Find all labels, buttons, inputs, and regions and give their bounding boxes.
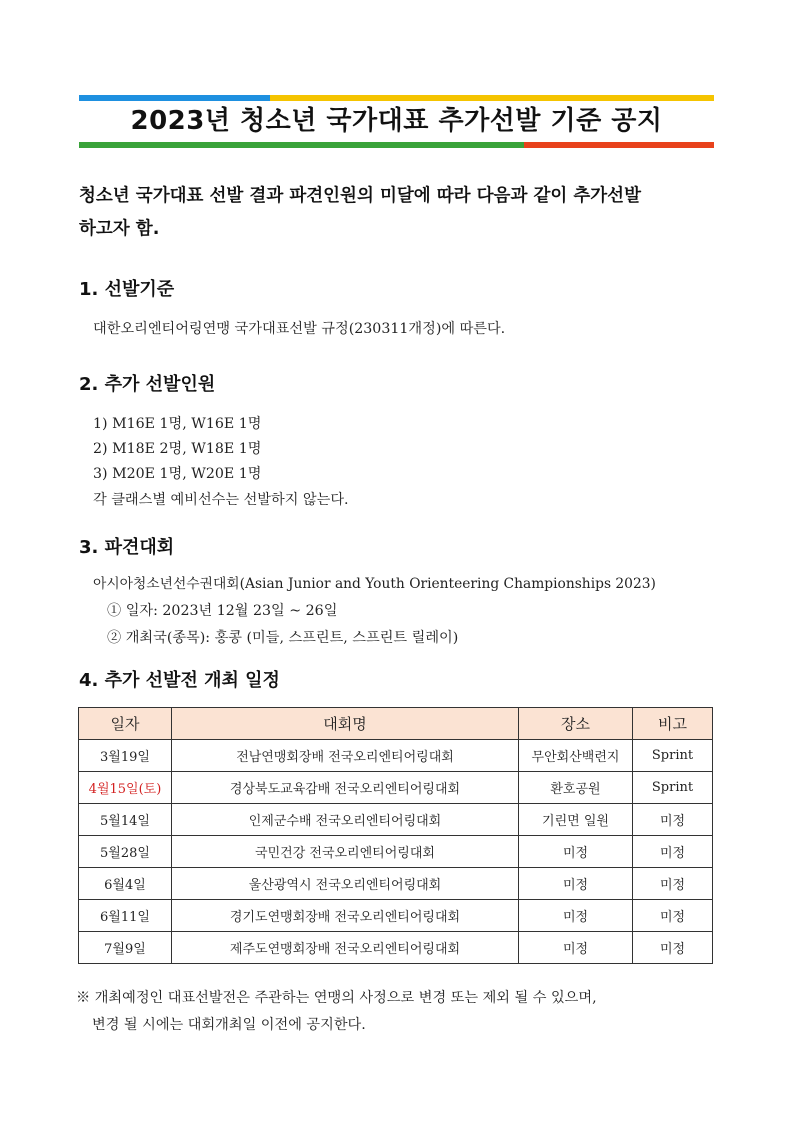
cell-remarks: 미정	[633, 804, 713, 836]
cell-venue: 무안회산백련지	[519, 740, 633, 772]
footnote	[76, 985, 721, 1039]
cell-date: 5월28일	[79, 836, 172, 868]
footnote-line-2: 변경 될 시에는 대회개최일 이전에 공지한다.	[92, 1017, 366, 1033]
cell-event: 국민건강 전국오리엔티어링대회	[172, 836, 519, 868]
cell-venue: 미정	[519, 932, 633, 964]
intro-line-1: 청소년 국가대표 선발 결과 파견인원의 미달에 따라 다음과 같이 추가선발	[79, 186, 641, 206]
dispatch-event-host: ② 개최국(종목): 홍콩 (미들, 스프린트, 스프린트 릴레이)	[107, 630, 459, 646]
footnote-line-1: ※ 개최예정인 대표선발전은 주관하는 연맹의 사정으로 변경 또는 제외 될 수 있으며,	[76, 990, 597, 1006]
cell-event: 경상북도교육감배 전국오리엔티어링대회	[172, 772, 519, 804]
section-heading-additional-quota: 2. 추가 선발인원	[79, 374, 216, 395]
cell-remarks: 미정	[633, 900, 713, 932]
cell-venue: 기린면 일원	[519, 804, 633, 836]
column-header-remarks: 비고	[633, 708, 713, 740]
cell-event: 제주도연맹회장배 전국오리엔티어링대회	[172, 932, 519, 964]
intro-paragraph	[79, 180, 719, 246]
cell-remarks: 미정	[633, 868, 713, 900]
quota-item: 1) M16E 1명, W16E 1명	[93, 416, 262, 432]
cell-event: 전남연맹회장배 전국오리엔티어링대회	[172, 740, 519, 772]
cell-event: 울산광역시 전국오리엔티어링대회	[172, 868, 519, 900]
quota-item: 2) M18E 2명, W18E 1명	[93, 441, 262, 457]
schedule-table	[78, 707, 713, 964]
cell-date: 3월19일	[79, 740, 172, 772]
cell-venue: 미정	[519, 900, 633, 932]
cell-date: 7월9일	[79, 932, 172, 964]
cell-date: 6월4일	[79, 868, 172, 900]
intro-line-2: 하고자 함.	[79, 219, 160, 239]
section-heading-selection-criteria: 1. 선발기준	[79, 279, 175, 300]
table-row	[79, 868, 713, 900]
title-block	[79, 95, 714, 149]
cell-remarks: 미정	[633, 836, 713, 868]
table-row	[79, 932, 713, 964]
cell-remarks: Sprint	[633, 772, 713, 804]
cell-date: 6월11일	[79, 900, 172, 932]
dispatch-event-name: 아시아청소년선수권대회(Asian Junior and Youth Orienteering Championships 2023)	[93, 576, 656, 592]
section-heading-dispatch-event: 3. 파견대회	[79, 537, 175, 558]
selection-criteria-text: 대한오리엔티어링연맹 국가대표선발 규정(230311개정)에 따른다.	[93, 321, 506, 337]
title-bottom-color-bar	[79, 142, 714, 148]
cell-event: 경기도연맹회장배 전국오리엔티어링대회	[172, 900, 519, 932]
table-row	[79, 772, 713, 804]
page-title: 2023년 청소년 국가대표 추가선발 기준 공지	[130, 106, 663, 136]
cell-venue: 미정	[519, 836, 633, 868]
table-row	[79, 740, 713, 772]
cell-date-highlighted: 4월15일(토)	[79, 772, 172, 804]
column-header-event: 대회명	[172, 708, 519, 740]
bar-segment-green	[79, 142, 524, 148]
section-heading-schedule: 4. 추가 선발전 개최 일정	[79, 670, 280, 691]
table-header-row	[79, 708, 713, 740]
cell-date: 5월14일	[79, 804, 172, 836]
dispatch-event-date: ① 일자: 2023년 12월 23일 ~ 26일	[107, 603, 338, 619]
column-header-date: 일자	[79, 708, 172, 740]
column-header-venue: 장소	[519, 708, 633, 740]
quota-note: 각 클래스별 예비선수는 선발하지 않는다.	[93, 492, 349, 508]
table-row	[79, 804, 713, 836]
cell-remarks: Sprint	[633, 740, 713, 772]
quota-item: 3) M20E 1명, W20E 1명	[93, 466, 262, 482]
table-row	[79, 836, 713, 868]
cell-event: 인제군수배 전국오리엔티어링대회	[172, 804, 519, 836]
cell-venue: 환호공원	[519, 772, 633, 804]
cell-venue: 미정	[519, 868, 633, 900]
cell-remarks: 미정	[633, 932, 713, 964]
bar-segment-red	[524, 142, 715, 148]
table-row	[79, 900, 713, 932]
